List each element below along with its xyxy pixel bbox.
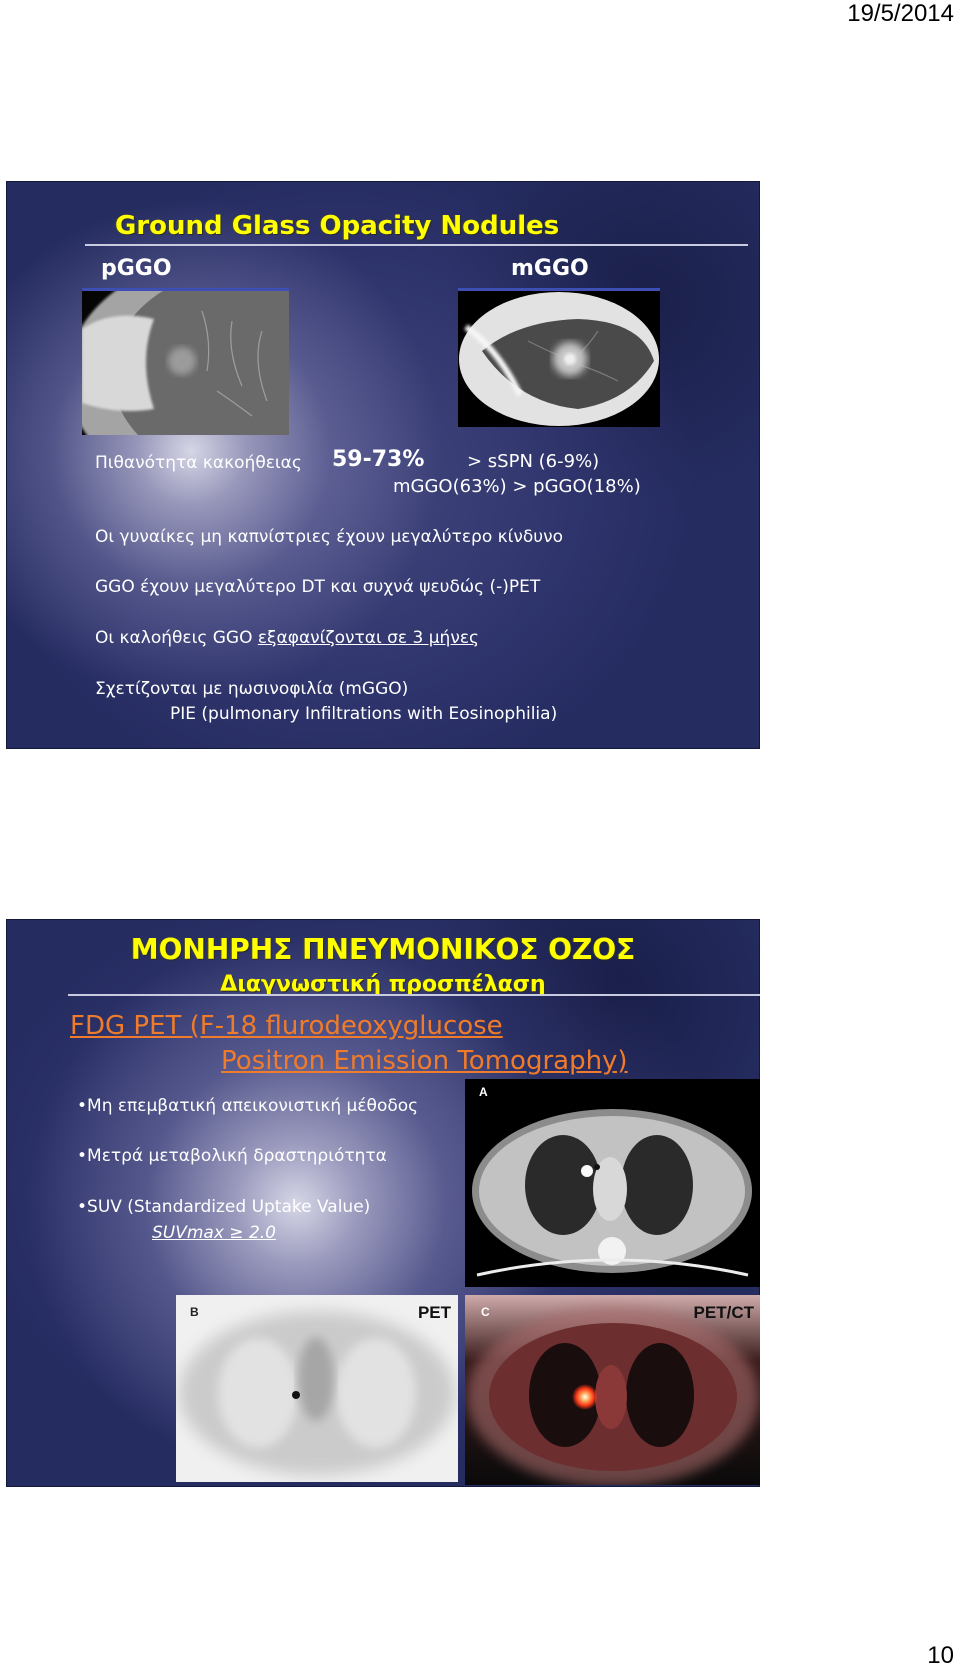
subtitle-underline [68, 994, 760, 996]
ct-scan-a [465, 1079, 760, 1287]
malignancy-label: Πιθανότητα κακοήθειας [95, 453, 302, 473]
bullet-suv: •SUV (Standardized Uptake Value) [77, 1197, 371, 1217]
ct-image-a [465, 1079, 760, 1287]
malignancy-value: 59-73% [332, 447, 425, 472]
subtitle-clip [6, 971, 760, 994]
subtype-comparison: mGGO(63%) > pGGO(18%) [393, 476, 641, 497]
benign-resolution: εξαφανίζονται σε 3 μήνες [257, 628, 479, 648]
label-pggo: pGGO [101, 256, 172, 281]
print-date: 19/5/2014 [847, 0, 954, 27]
doubling-time-line: GGO έχουν μεγαλύτερο DT και συχνά ψευδώς (-)PET [95, 577, 541, 597]
label-mggo: mGGO [511, 256, 589, 281]
pet-image-b [176, 1295, 458, 1482]
benign-prefix: Οι καλοήθεις GGO [95, 628, 253, 648]
pet-scan-b [176, 1295, 458, 1482]
slide-title: ΜΟΝΗΡΗΣ ΠΝΕΥΜΟΝΙΚΟΣ ΟΖΟΣ [130, 933, 636, 966]
slide-ground-glass-opacity [6, 181, 760, 749]
slide-title: Ground Glass Opacity Nodules [115, 211, 560, 241]
risk-women-line: Οι γυναίκες μη καπνίστριες έχουν μεγαλύτερο κίνδυνο [95, 527, 564, 547]
image-c-label: C [481, 1305, 490, 1319]
slide-solitary-pulmonary-nodule [6, 919, 760, 1487]
ct-image-mggo [458, 288, 660, 427]
pie-line: PIE (pulmonary Infiltrations with Eosinophilia) [170, 704, 558, 724]
fdg-pet-line1: FDG PET (F-18 flurodeoxyglucose [70, 1011, 503, 1041]
image-a-label: A [479, 1085, 488, 1099]
ggo-nodule [168, 347, 196, 375]
page-number: 10 [927, 1642, 954, 1669]
bullet-noninvasive: •Μη επεμβατική απεικονιστική μέθοδος [77, 1096, 419, 1116]
slide-subtitle: Διαγνωστική προσπέλαση [220, 972, 546, 994]
eosinophilia-line: Σχετίζονται με ηωσινοφιλία (mGGO) [95, 679, 409, 699]
fdg-pet-line2: Positron Emission Tomography) [221, 1046, 628, 1076]
petct-hotspot [572, 1384, 598, 1410]
title-underline [85, 244, 748, 246]
image-c-caption: PET/CT [693, 1303, 754, 1322]
bullet-metabolic-activity: •Μετρά μεταβολική δραστηριότητα [77, 1146, 387, 1166]
benign-line [95, 627, 479, 649]
malignancy-compare: > sSPN (6-9%) [467, 451, 600, 472]
pet-hotspot [292, 1391, 300, 1399]
ct-image-pggo [82, 288, 289, 435]
petct-image-c [465, 1295, 760, 1485]
suv-threshold: SUVmax ≥ 2.0 [152, 1223, 276, 1243]
petct-scan-c [465, 1295, 760, 1485]
image-b-caption: PET [417, 1303, 451, 1322]
pulmonary-nodule [581, 1165, 593, 1177]
image-b-label: B [190, 1305, 199, 1319]
ct-scan-pggo [82, 291, 289, 435]
ct-scan-mggo [458, 291, 660, 427]
